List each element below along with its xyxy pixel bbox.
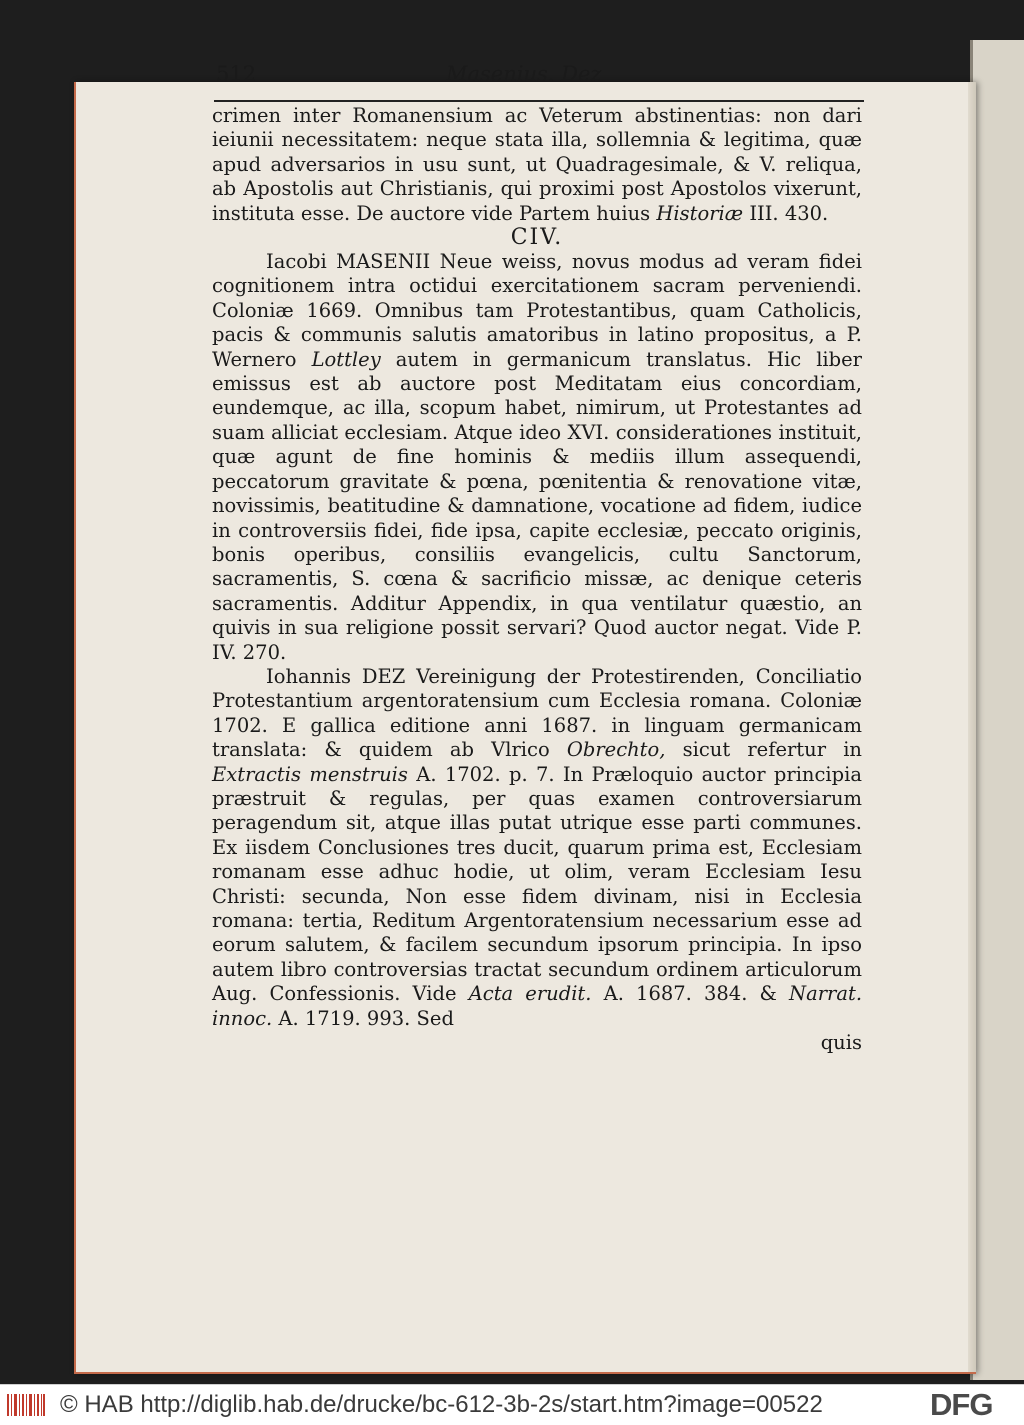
page-text <box>212 104 862 1055</box>
header-rule <box>214 100 864 102</box>
dfg-logo: DFG <box>930 1387 993 1422</box>
paragraph-3-part-d: A. 1687. 384. & <box>603 982 777 1006</box>
page-number: 512 <box>216 62 257 86</box>
paragraph-2 <box>212 250 862 665</box>
paragraph-3-part-b: sicut refertur in <box>682 738 862 762</box>
paragraph-1-end: III. 430. <box>749 201 829 225</box>
catchword: quis <box>820 1031 862 1055</box>
facing-page-edge <box>970 40 1024 1380</box>
barcode-icon <box>6 1392 46 1418</box>
paragraph-2-text: Iacobi MASENII Neue weiss, novus modus ad veram fidei cognitionem intra octidui exercitationem sacram perveniendi. Coloniæ 1669. Omnibus tam Protestantibus, quam Catholicis, pacis & communis salutis amatoribus in latino propositus, a P. Wernero <box>212 250 862 371</box>
citation-link[interactable]: © HAB http://diglib.hab.de/drucke/bc-612-3b-2s/start.htm?image=00522 <box>60 1391 823 1418</box>
paragraph-3-text: Iohannis DEZ Vereinigung der Protestirenden, Conciliatio Protestantium argentoratensium cum Ecclesia romana. Coloniæ 1702. E gallica editione anni 1687. in linguam germanicam translata: & quidem ab Vlrico <box>212 664 862 762</box>
paragraph-3-part-e: A. 1719. 993. Sed <box>278 1006 454 1030</box>
page-edge <box>968 82 976 1372</box>
paragraph-1-text: crimen inter Romanensium ac Veterum abstinentias: non dari ieiunii necessitatem: neque stata illa, sollemnia & legitima, quæ apud adversarios in usu sunt, ut Quadragesimale, & V. reliqua, ab Apostolis aut Christianis, qui proximi post Apostolos vixerunt, instituta esse. De auctore vide Partem huius <box>212 104 862 225</box>
paragraph-1-italic: Historiæ <box>656 201 744 225</box>
paragraph-3-italic-3: Acta erudit. <box>468 982 592 1006</box>
paragraph-3-part-c: A. 1702. p. 7. In Præloquio auctor principia præstruit & regulas, per quas examen controversiarum peragendum sit, atque illas putat utrique esse parti communes. Ex iisdem Conclusiones tres ducit, quarum prima est, Ecclesiam romanam esse adhuc hodie, ut olim, veram Ecclesiam Iesu Christi: secunda, Non esse fidem divinam, nisi in Ecclesia romana: tertia, Reditum Argentoratensium necessarium esse ad eorum salutem, & facilem secundum ipsorum principia. In ipso autem libro controversias tractat secundum ordinem articulorum Aug. Confessionis. Vide <box>212 762 862 1006</box>
paragraph-3-italic-1: Obrechto, <box>566 738 666 762</box>
footer-bar <box>0 1384 1024 1425</box>
paragraph-2-italic: Lottley <box>311 347 381 371</box>
paragraph-3-italic-4: Narrat. innoc. <box>212 982 863 1030</box>
paragraph-3 <box>212 665 862 1031</box>
paragraph-1 <box>212 104 862 226</box>
paragraph-2-end: autem in germanicum translatus. Hic liber emissus est ab auctore post Meditatam eius concordiam, eundemque, ac illa, scopum habet, nimirum, ut Protestantes ad suam alliciat ecclesiam. Atque ideo XVI. considerationes instituit, quæ agunt de fine hominis & mediis illum assequendi, peccatorum gravitate & pœna, pœnitentia & renovatione vitæ, novissimis, beatitudine & damnatione, vocatione ad fidem, iudice in controversiis fidei, fide ipsa, capite ecclesiæ, peccato originis, bonis operibus, consiliis evangelicis, cultu Sanctorum, sacramentis, S. cœna & sacrificio missæ, ac denique ceteris sacramentis. Additur Appendix, in qua ventilatur quæstio, an quivis in sua religione possit servari? Quod auctor negat. Vide P. IV. 270. <box>212 347 863 664</box>
running-title: Masenius. Dez <box>446 62 602 86</box>
section-heading: CIV. <box>510 225 564 251</box>
page-header <box>216 62 856 94</box>
paragraph-3-italic-2: Extractis menstruis <box>212 762 408 786</box>
